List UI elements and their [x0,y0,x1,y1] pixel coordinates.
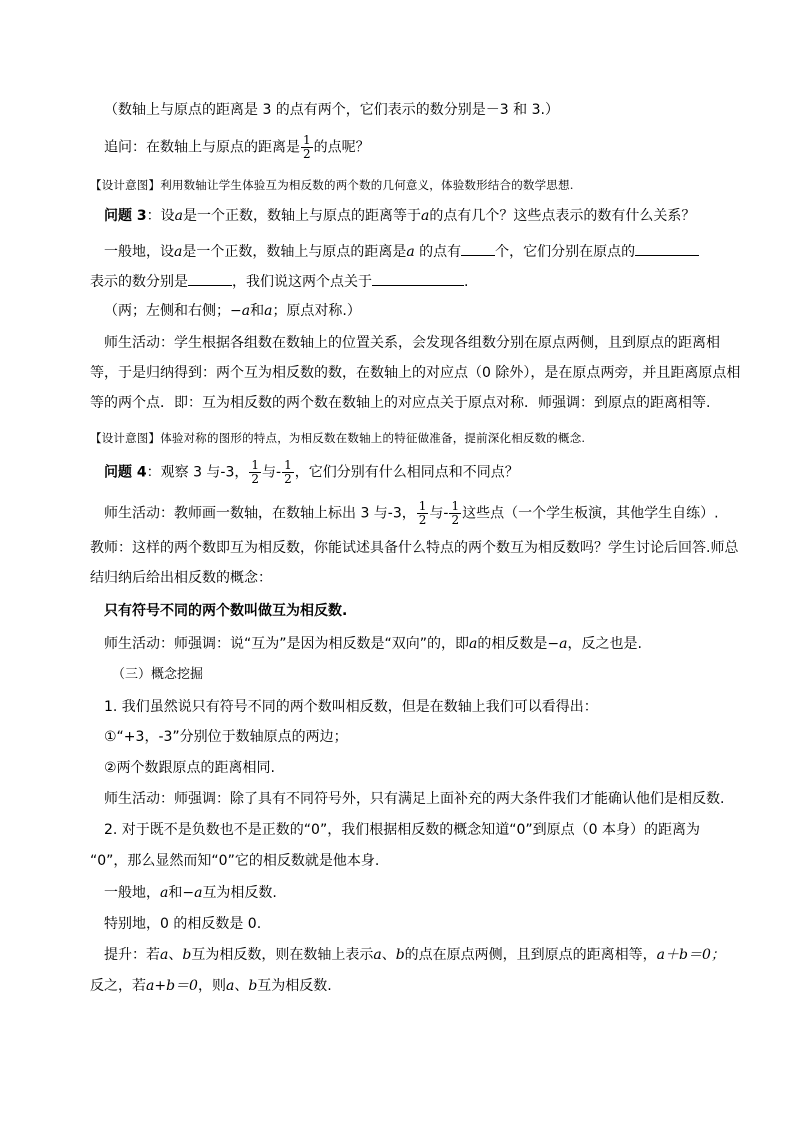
design-intent-1: 【设计意图】利用数轴让学生体验互为相反数的两个数的几何意义，体验数形结合的数学思想. [90,178,574,192]
blank-3 [188,271,232,286]
activity-paragraph-1b: 等，于是归纳得到：两个互为相反数的数，在数轴上的对应点（0 除外），是在原点两旁，并且距离原点相 [90,365,741,381]
follow-up-question: 追问：在数轴上与原点的距离是 $\frac{1}{2}$ 的点呢？ [104,133,370,161]
blank-4 [372,271,464,286]
mining-point-1b: ②两个数跟原点的距离相同. [104,760,276,776]
teacher-paragraph: 教师：这样的两个数即互为相反数，你能试述具备什么特点的两个数互为相反数吗？学生讨论后回答.师总 [90,540,739,556]
fill-blank-line-1: 一般地，设a是一个正数，数轴上与原点的距离是a 的点有 个，它们分别在原点的 [104,241,744,262]
question-3: 问题 3：设a是一个正数，数轴上与原点的距离等于a的点有几个？这些点表示的数有什么关系？ [104,208,696,224]
activity-emphasis: 师生活动：师强调：说“互为”是因为相反数是“双向”的，即a的相反数是−a，反之也是. [104,636,642,652]
question-4: 问题 4：观察 3 与-3， $\frac{1}{2}$ 与- $\frac{1}{2}$ ，它们分别有什么相同点和不同点？ [104,458,519,486]
improvement-line-1: 提升：若a、b互为相反数，则在数轴上表示a、b的点在原点两侧，且到原点的距离相等，a＋b＝0； [104,947,725,963]
mining-point-1a: ①“+3，-3”分别位于数轴原点的两边； [104,729,348,745]
fraction-half: $\frac{1}{2}$ [303,133,311,161]
blank-1 [461,241,495,256]
definition-statement: 只有符号不同的两个数叫做互为相反数. [104,603,348,619]
section-heading: （三）概念挖掘 [112,667,204,682]
activity-paragraph-1: 师生活动：学生根据各组数在数轴上的位置关系，会发现各组数分别在原点两侧，且到原点的距离相 [104,335,720,351]
teacher-paragraph-b: 结归纳后给出相反数的概念： [90,570,272,586]
activity-paragraph-2: 师生活动：教师画一数轴，在数轴上标出 3 与-3， $\frac{1}{2}$ 与- $\frac{1}{2}$ 这些点（一个学生板演，其他学生自练）. [104,499,719,527]
activity-emphasis-2: 师生活动：师强调：除了具有不同符号外，只有满足上面补充的两大条件我们才能确认他们是相反数. [104,791,725,807]
special-statement: 特别地，0 的相反数是 0. [104,916,262,932]
blank-2 [635,241,699,256]
mining-point-1: 1. 我们虽然说只有符号不同的两个数叫相反数，但是在数轴上我们可以看得出： [104,699,598,715]
design-intent-2: 【设计意图】体验对称的图形的特点，为相反数在数轴上的特征做准备，提前深化相反数的概念. [90,431,586,445]
activity-paragraph-1c: 等的两个点．即：互为相反数的两个数在数轴上的对应点关于原点对称．师强调：到原点的距离相等. [90,395,711,411]
general-statement: 一般地，a和−a互为相反数. [104,885,277,901]
fill-blank-line-2: 表示的数分别是 ，我们说这两个点关于 . [90,271,730,292]
answer-line-2: （两；左侧和右侧；−a和a；原点对称.） [104,303,361,319]
mining-point-2: 2. 对于既不是负数也不是正数的“0”，我们根据相反数的概念知道“0”到原点（0 本身）的距离为 [104,822,700,838]
improvement-line-2: 反之，若a+b＝0，则a、b互为相反数. [90,978,332,994]
answer-line-1: （数轴上与原点的距离是 3 的点有两个，它们表示的数分别是－3 和 3.） [104,102,559,118]
mining-point-2b: “0”，那么显然而知“0”它的相反数就是他本身. [90,853,380,869]
